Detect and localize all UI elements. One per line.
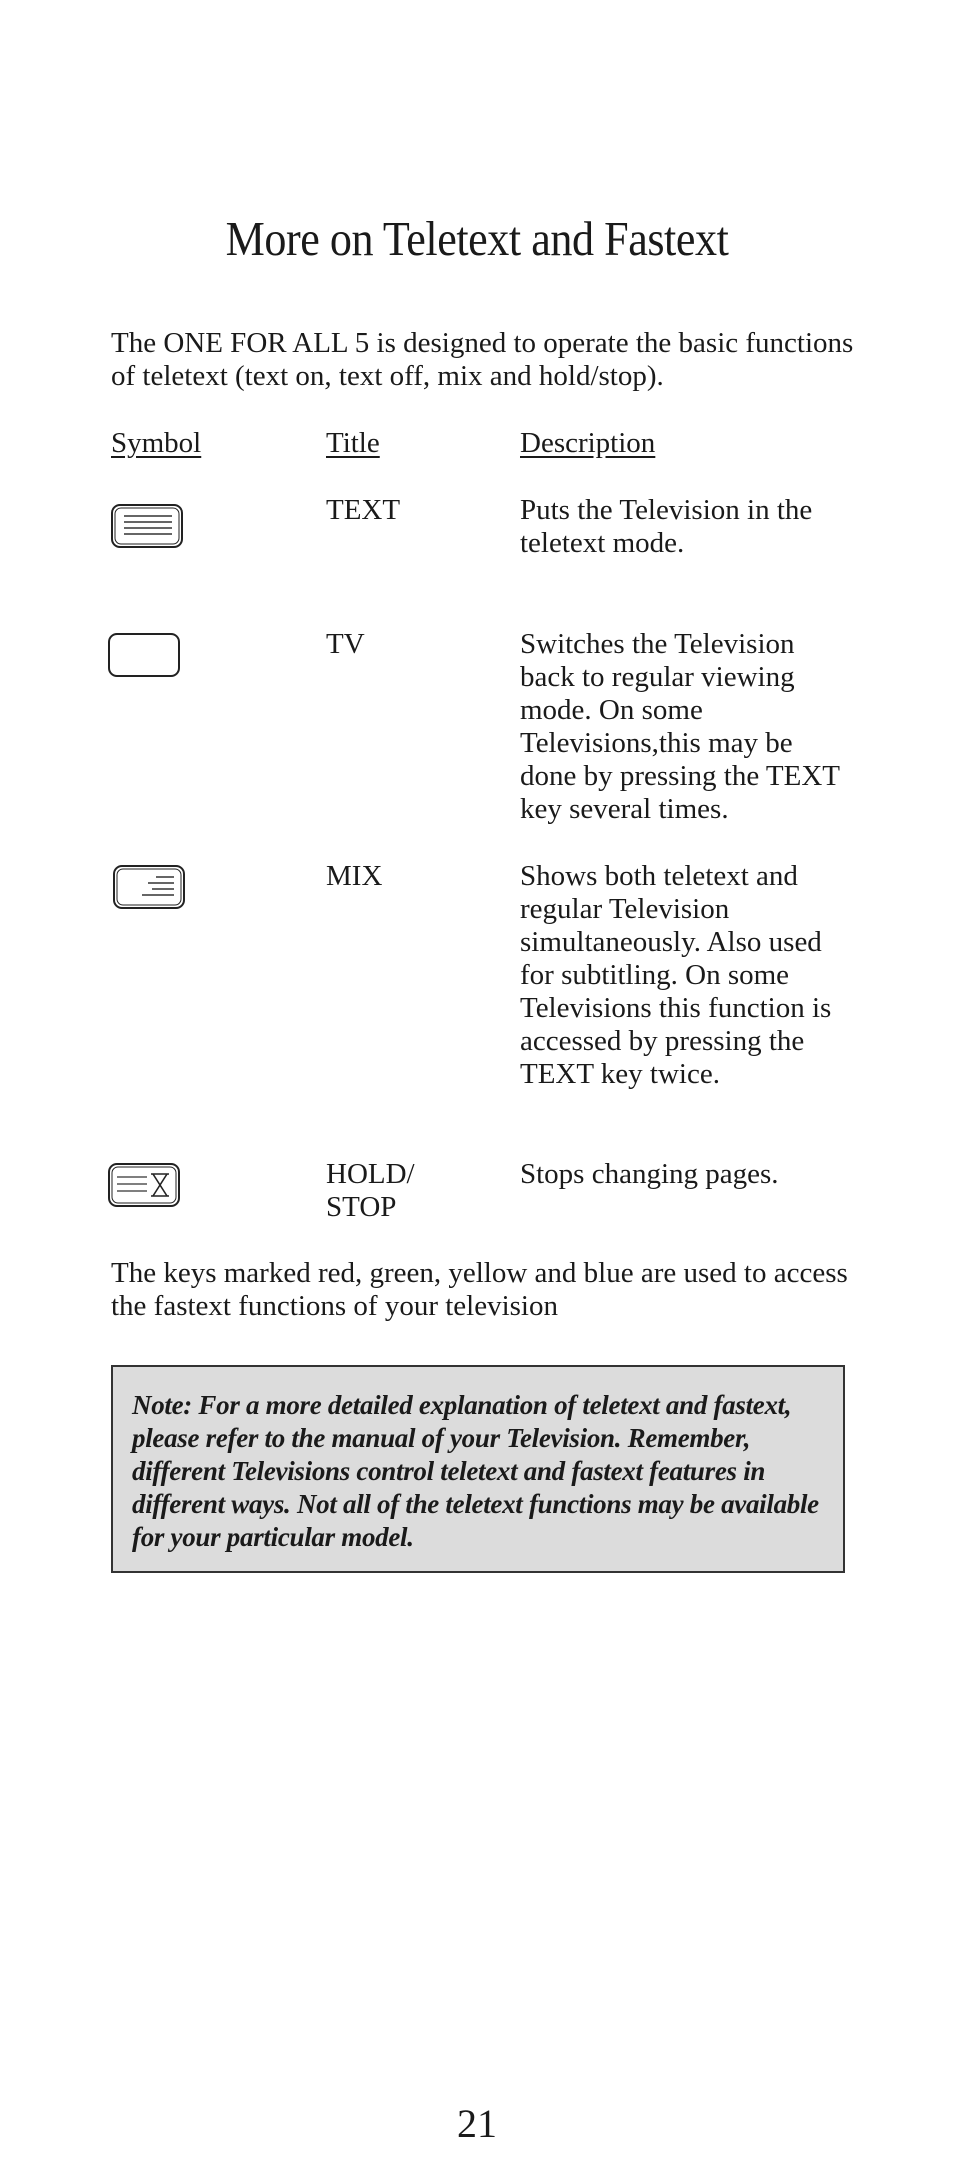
teletext-text-icon [110, 502, 186, 557]
note-box [111, 1365, 845, 1573]
column-header-title: Title [326, 427, 380, 459]
teletext-mix-icon [112, 863, 188, 918]
intro-paragraph: The ONE FOR ALL 5 is designed to operate the basic functions of teletext (text on, text off, mix and hold/stop). [111, 327, 854, 392]
row-description: Stops changing pages. [520, 1158, 779, 1190]
row-title: TV [326, 628, 365, 660]
column-header-symbol: Symbol [111, 427, 202, 459]
note-text: Note: For a more detailed explanation of teletext and fastext, please refer to the manual of your Television. Remember, different Televisions control teletext and fastext features in different ways. Not all of the teletext functions may be available for your particular model. [132, 1390, 819, 1552]
teletext-hold-icon [107, 1161, 183, 1216]
row-title: MIX [326, 860, 383, 892]
column-header-description: Description [520, 427, 656, 459]
tv-icon [107, 631, 183, 686]
fastext-paragraph: The keys marked red, green, yellow and blue are used to access the fastext functions of your television [111, 1257, 848, 1322]
row-title: TEXT [326, 494, 401, 526]
page-number: 21 [457, 2101, 497, 2146]
row-description: Shows both teletext and regular Television simultaneously. Also used for subtitling. On some Televisions this function is accessed by pressing the TEXT key twice. [520, 860, 832, 1090]
row-title: HOLD/ STOP [326, 1158, 415, 1223]
row-description: Puts the Television in the teletext mode. [520, 494, 813, 559]
page-title: More on Teletext and Fastext [225, 211, 729, 266]
row-description: Switches the Television back to regular viewing mode. On some Televisions,this may be done by pressing the TEXT key several times. [520, 628, 840, 825]
